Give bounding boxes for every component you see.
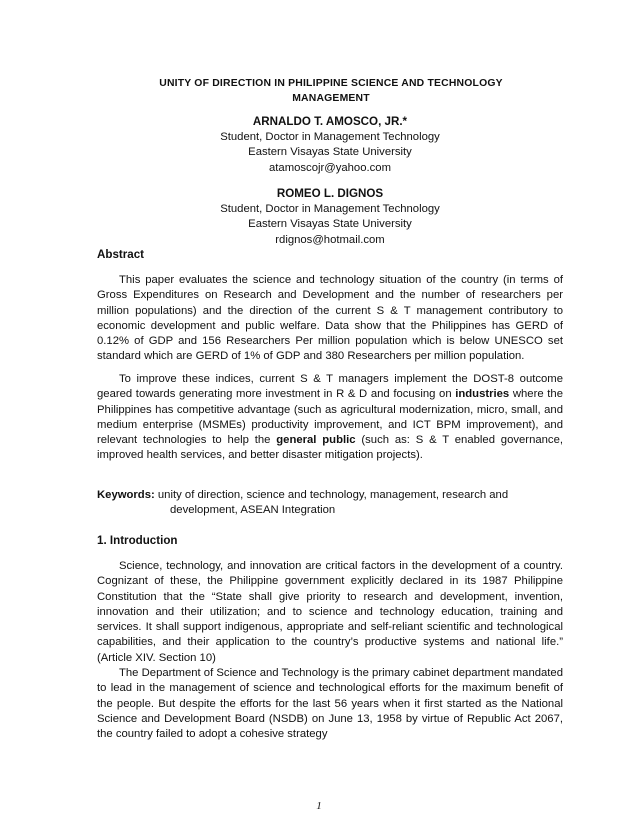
abstract-p2-text-a: To improve these indices, current S & T managers implement the DOST-8 outcome geared towards generating more investment in R & D and focusing on (97, 373, 563, 401)
author-name: ARNALDO T. AMOSCO, JR.* (252, 115, 408, 128)
keywords-line-2: development, ASEAN Integration (170, 504, 336, 517)
introduction-paragraph-2: The Department of Science and Technology is the primary cabinet department mandated to lead in the management of science and technological efforts for the maximum benefit of the people. But despite the efforts for the last 56 years when it first started as the National Science and Development Board (NSDB) on June 13, 1958 by virtue of Republic Act 2067, the country failed to adopt a cohesive strategy (97, 667, 563, 741)
introduction-heading: 1. Introduction (97, 534, 178, 547)
abstract-p2-text-e: (such as: S & T enabled governance, improved health services, and better disaster mitigation projects). (97, 434, 563, 462)
keywords (97, 488, 563, 519)
abstract-p2-bold-general-public: general public (276, 434, 356, 447)
page-number: 1 (316, 800, 322, 812)
title-line-1: UNITY OF DIRECTION IN PHILIPPINE SCIENCE AND TECHNOLOGY (159, 78, 503, 89)
paper-title (96, 76, 566, 106)
author-email: rdignos@hotmail.com (275, 234, 385, 247)
abstract-p2-bold-industries: industries (455, 388, 510, 401)
author-block-1 (180, 114, 480, 177)
title-line-2: MANAGEMENT (292, 93, 370, 104)
author-email: atamoscojr@yahoo.com (269, 162, 391, 175)
abstract-paragraph-2 (97, 372, 563, 464)
author-name: ROMEO L. DIGNOS (276, 187, 384, 200)
abstract-paragraph-1: This paper evaluates the science and technology situation of the country (in terms of Gross Expenditures on Research and Development and the number of researchers per million populations) and the direction of the current S & T management contributory to economic development and public welfare. Data show that the Philippines has GERD of 0.12% of GDP and 156 Researchers Per million population which is below UNESCO set standard which are GERD of 1% of GDP and 380 Researchers per million population. (97, 274, 563, 363)
author-university: Eastern Visayas State University (248, 218, 412, 231)
introduction-paragraph-1: Science, technology, and innovation are critical factors in the development of a country. Cognizant of these, the Philippine government explicitly declared in its 1987 Philippine Constitution that the “State shall give priority to research and development, invention, innovation and their utilization; and to science and technology education, training and services. It shall support indigenous, appropriate and self-reliant scientific and technological capabilities, and their application to the country’s productive systems and national life.” (Article XIV. Section 10) (97, 560, 563, 664)
author-role: Student, Doctor in Management Technology (220, 202, 440, 215)
keywords-line-1: unity of direction, science and technology, management, research and (154, 489, 509, 501)
abstract-p2-text-c: where the Philippines has competitive advantage (such as agricultural modernization, micro, small, and medium enterprise (MSMEs) productivity improvement, and ICT BPM improvement), and relevant technologies to help the (97, 388, 563, 447)
author-role: Student, Doctor in Management Technology (220, 130, 440, 143)
abstract-heading: Abstract (97, 248, 145, 261)
keywords-label: Keywords: (97, 489, 155, 501)
author-university: Eastern Visayas State University (248, 146, 412, 159)
author-block-2 (180, 186, 480, 249)
